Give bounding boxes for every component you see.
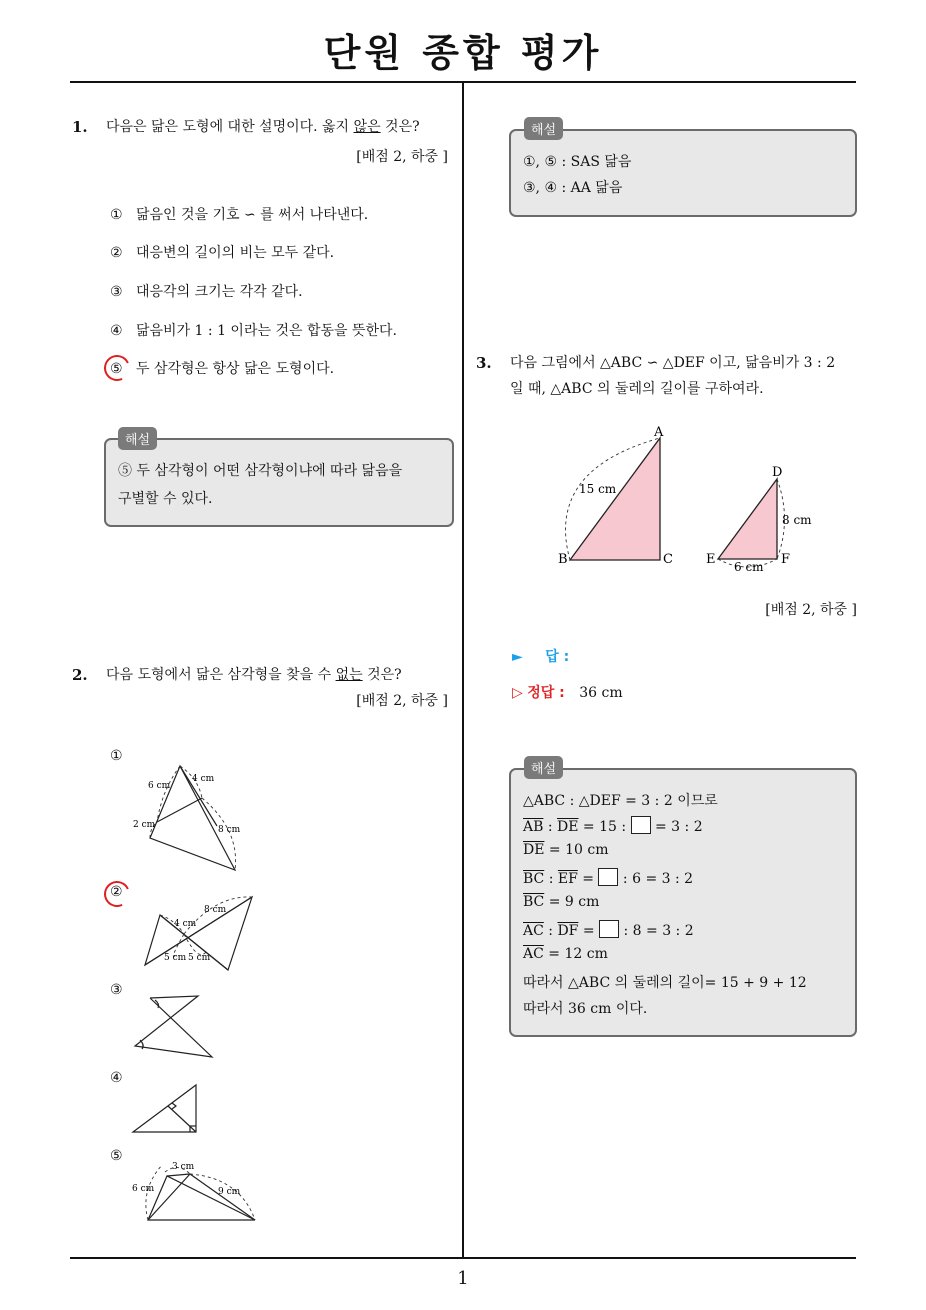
fig2-label-c: 5 cm: [164, 953, 187, 963]
fig1-label-b: 4 cm: [192, 774, 215, 784]
fig5-label-c: 9 cm: [218, 1187, 241, 1197]
q3-exp-line-6: $\overline{AC}$ : $\overline{DF}$ = : 8 = 3 : 2: [523, 920, 694, 939]
q2-choice-2[interactable]: ②: [110, 884, 123, 900]
fig2-label-b: 4 cm: [174, 919, 197, 929]
q1-exp-line-2: 구별할 수 있다.: [118, 491, 213, 507]
q3-exp-line-4: $\overline{BC}$ : $\overline{EF}$ = : 6 = 3 : 2: [523, 868, 693, 887]
play-triangle-icon: ►: [512, 649, 523, 665]
q3-exp-line-9: 따라서 36 cm 이다.: [523, 1001, 648, 1017]
q3-exp-line-1: △ABC : △DEF = 3 : 2 이므로: [523, 793, 718, 809]
q2-exp-line-2: ③, ④ : AA 닮음: [523, 180, 623, 196]
q3-exp-line-3: $\overline{DE} = 10$ cm: [523, 842, 609, 858]
q2-text: 다음 도형에서 닮은 삼각형을 찾을 수 없는 것은?: [106, 667, 402, 683]
q1-meta: [배점 2, 하중 ]: [356, 149, 448, 165]
label-ef: 6 cm: [734, 560, 764, 574]
q3-explanation-tag: 해설: [524, 756, 563, 779]
q2-choice-4[interactable]: ④: [110, 1070, 123, 1086]
q1-exp-line-1: ⑤ 두 삼각형이 어떤 삼각형이냐에 따라 닮음을: [118, 463, 403, 479]
vertex-f: F: [781, 552, 791, 567]
q2-choice-5[interactable]: ⑤: [110, 1148, 123, 1164]
q1-explanation-tag: 해설: [118, 427, 157, 450]
fig2-label-d: 5 cm: [188, 953, 211, 963]
q3-text-line-1: 다음 그림에서 △ABC ∽ △DEF 이고, 닮음비가 3 : 2: [510, 355, 836, 371]
q1-number: 1.: [72, 118, 88, 136]
page-number: 1: [457, 1268, 469, 1289]
fig1-label-a: 6 cm: [148, 781, 171, 791]
q3-explanation-box: [509, 768, 857, 1037]
vertex-e: E: [706, 552, 716, 567]
page-title: 단원 종합 평가: [323, 31, 603, 75]
answer-row: ► 답 :: [512, 649, 570, 665]
blank-box: [598, 868, 618, 886]
q3-exp-line-5: $\overline{BC} = 9$ cm: [523, 894, 600, 910]
q3-exp-line-7: $\overline{AC} = 12$ cm: [523, 946, 608, 962]
blank-box: [599, 920, 619, 938]
fig5-label-b: 6 cm: [132, 1184, 155, 1194]
triangle-abc: [570, 438, 660, 560]
outline-triangle-icon: ▷: [512, 685, 523, 701]
q2-choice-3[interactable]: ③: [110, 982, 123, 998]
q1-choice-3[interactable]: ③ 대응각의 크기는 각각 같다.: [110, 284, 303, 300]
fig1-label-c: 2 cm: [133, 820, 156, 830]
label-ab: 15 cm: [579, 482, 617, 496]
q3-exp-line-8: 따라서 △ABC 의 둘레의 길이= 15 + 9 + 12: [523, 975, 807, 991]
fig1-label-d: 8 cm: [218, 825, 241, 835]
q2-meta: [배점 2, 하중 ]: [356, 693, 448, 709]
q3-meta: [배점 2, 하중 ]: [765, 602, 857, 618]
q2-choice-1[interactable]: ①: [110, 748, 123, 764]
vertex-b: B: [558, 552, 568, 567]
vertex-a: A: [654, 425, 664, 440]
correct-answer-row: ▷ 정답 : 36 cm: [512, 685, 623, 701]
fig2-label-a: 8 cm: [204, 905, 227, 915]
label-df: 8 cm: [782, 513, 812, 527]
q3-number: 3.: [476, 354, 492, 372]
q1-choice-5[interactable]: ⑤ 두 삼각형은 항상 닮은 도형이다.: [110, 361, 335, 377]
q3-text-line-2: 일 때, △ABC 의 둘레의 길이를 구하여라.: [510, 381, 764, 397]
blank-box: [631, 816, 651, 834]
triangle-def: [718, 479, 777, 559]
vertex-c: C: [663, 552, 673, 567]
fig5-label-a: 3 cm: [172, 1162, 195, 1172]
q1-choice-1[interactable]: ① 닮음인 것을 기호 ∽ 를 써서 나타낸다.: [110, 207, 369, 223]
q2-exp-line-1: ①, ⑤ : SAS 닮음: [523, 154, 632, 170]
q2-explanation-tag: 해설: [524, 117, 563, 140]
q1-choice-2[interactable]: ② 대응변의 길이의 비는 모두 같다.: [110, 245, 335, 261]
q1-choice-4[interactable]: ④ 닮음비가 1 : 1 이라는 것은 합동을 뜻한다.: [110, 323, 397, 339]
vertex-d: D: [772, 465, 783, 480]
q2-number: 2.: [72, 666, 88, 684]
q1-text: 다음은 닮은 도형에 대한 설명이다. 옳지 않은 것은?: [106, 119, 420, 135]
q3-exp-line-2: $\overline{AB}$ : $\overline{DE} = 15$ : = 3 : 2: [523, 816, 703, 835]
